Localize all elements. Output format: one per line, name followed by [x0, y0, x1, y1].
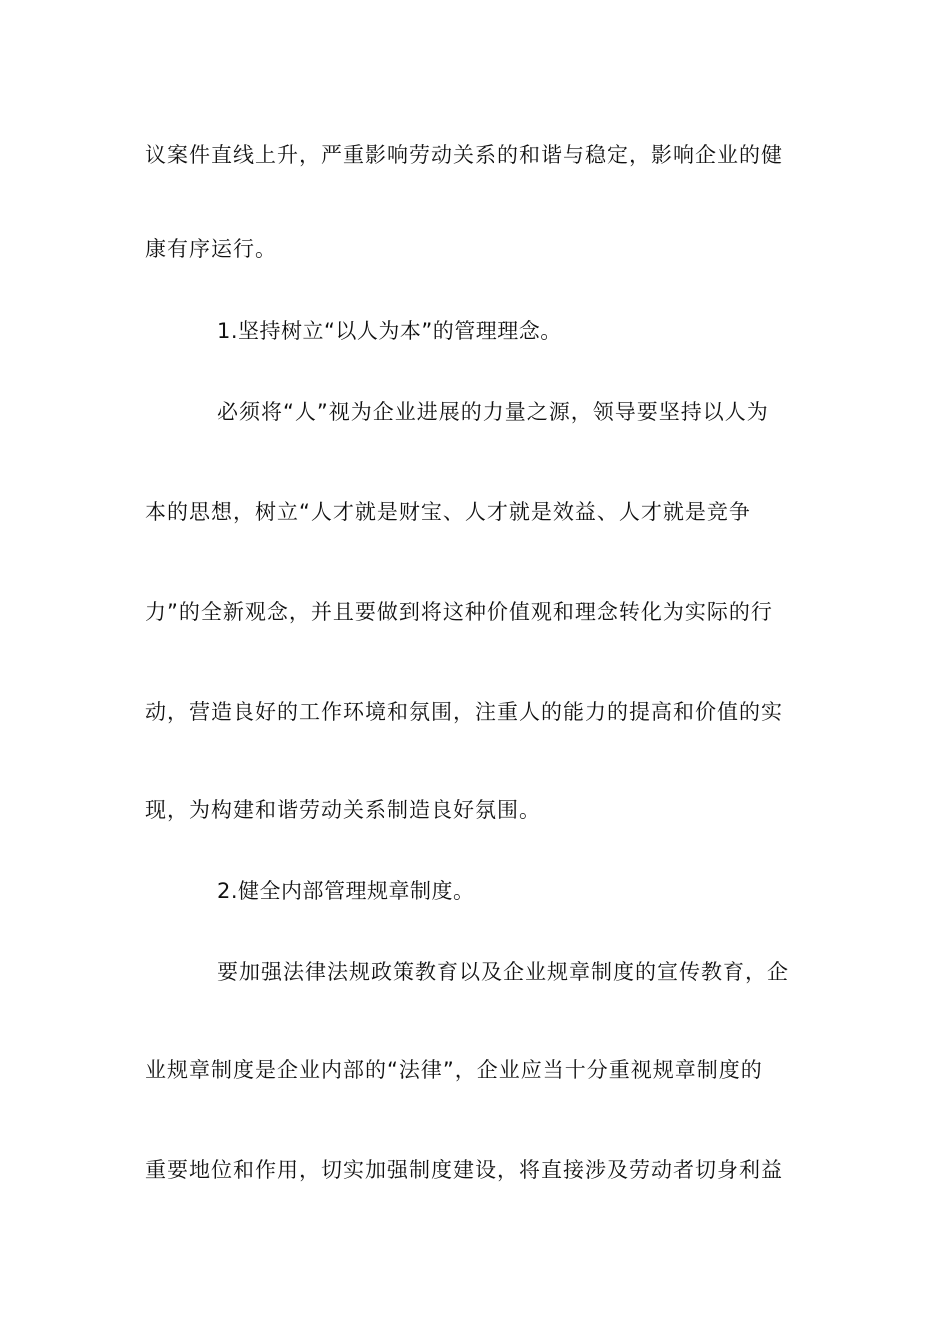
- body-text-line: 议案件直线上升，严重影响劳动关系的和谐与稳定，影响企业的健: [145, 143, 783, 167]
- body-text-line: 本的思想，树立“人才就是财宝、人才就是效益、人才就是竞争: [145, 500, 751, 524]
- paragraph-start-line: 必须将“人”视为企业进展的力量之源，领导要坚持以人为: [217, 400, 769, 424]
- section-heading-1: 1.坚持树立“以人为本”的管理理念。: [217, 319, 562, 343]
- body-text-line: 动，营造良好的工作环境和氛围，注重人的能力的提高和价值的实: [145, 700, 783, 724]
- body-text-line: 业规章制度是企业内部的“法律”，企业应当十分重视规章制度的: [145, 1058, 763, 1082]
- paragraph-start-line: 要加强法律法规政策教育以及企业规章制度的宣传教育，企: [217, 960, 789, 984]
- body-text-line: 重要地位和作用，切实加强制度建设，将直接涉及劳动者切身利益: [145, 1158, 783, 1182]
- body-text-line: 康有序运行。: [145, 237, 277, 261]
- body-text-line: 现，为构建和谐劳动关系制造良好氛围。: [145, 798, 541, 822]
- body-text-line: 力”的全新观念，并且要做到将这种价值观和理念转化为实际的行: [145, 600, 773, 624]
- section-heading-2: 2.健全内部管理规章制度。: [217, 879, 475, 903]
